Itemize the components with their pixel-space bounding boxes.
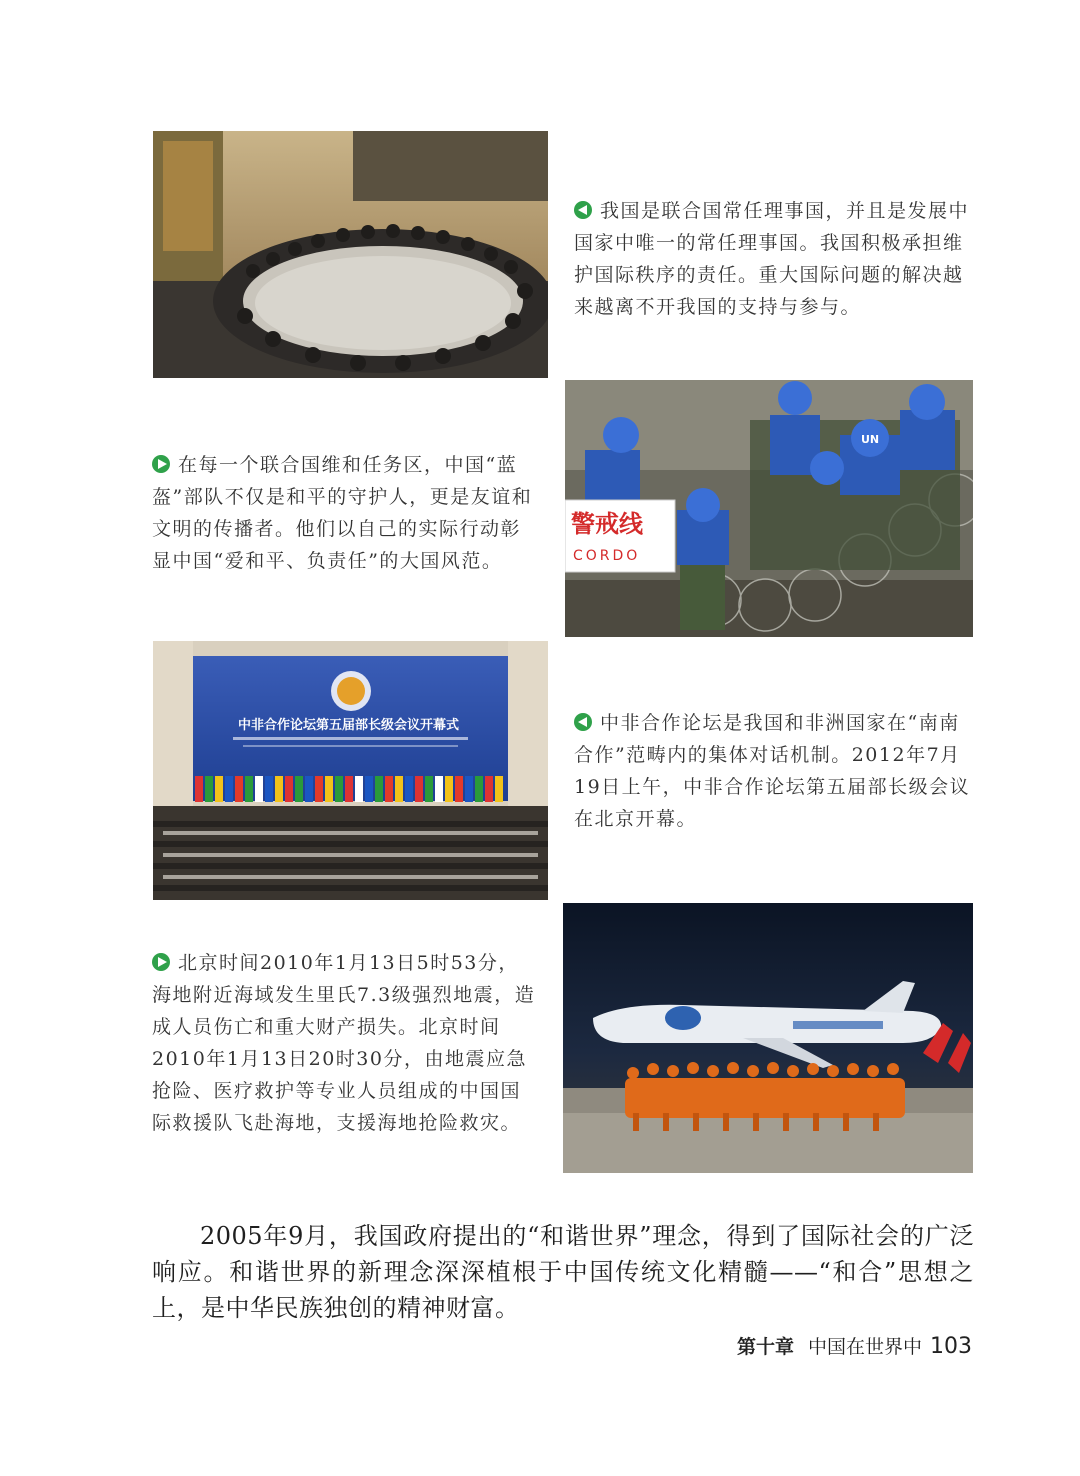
un-council-caption-text: 我国是联合国常任理事国，并且是发展中国家中唯一的常任理事国。我国积极承担维护国际秩序的责任。重大国际问题的解决越来越离不开我国的支持与参与。 (574, 200, 970, 318)
focac-photo (153, 641, 548, 900)
peacekeeping-caption (152, 449, 537, 577)
chapter-label: 第十章 (736, 1336, 794, 1358)
arrow-right-icon (152, 455, 170, 473)
arrow-left-icon (574, 713, 592, 731)
un-helmet-label: UN (861, 433, 880, 446)
peacekeepers-photo (565, 380, 973, 637)
haiti-caption (152, 947, 537, 1139)
arrow-right-icon (152, 953, 170, 971)
haiti-caption-text: 北京时间2010年1月13日5时53分，海地附近海域发生里氏7.3级强烈地震，造成人员伤亡和重大财产损失。北京时间2010年1月13日20时30分，由地震应急抢险、医疗救护等专业人员组成的中国国际救援队飞赴海地，支援海地抢险救灾。 (152, 952, 536, 1134)
focac-banner-text: 中非合作论坛第五届部长级会议开幕式 (238, 718, 460, 733)
page-number: 103 (930, 1334, 972, 1359)
arrow-left-icon (574, 201, 592, 219)
page-footer (737, 1332, 972, 1359)
cordon-sign-en: CORDO (573, 548, 641, 564)
rescue-team-photo (563, 903, 973, 1173)
cordon-sign-cn: 警戒线 (571, 510, 643, 538)
un-security-council-photo (153, 131, 548, 378)
focac-caption-text: 中非合作论坛是我国和非洲国家在“南南合作”范畴内的集体对话机制。2012年7月19日上午，中非合作论坛第五届部长级会议在北京开幕。 (574, 712, 971, 830)
chapter-title: 中国在世界中 (807, 1336, 922, 1358)
harmonious-world-paragraph: 2005年9月，我国政府提出的“和谐世界”理念，得到了国际社会的广泛响应。和谐世界的新理念深深植根于中国传统文化精髓——“和合”思想之上，是中华民族独创的精神财富。 (152, 1222, 974, 1322)
peacekeeping-caption-text: 在每一个联合国维和任务区，中国“蓝盔”部队不仅是和平的守护人，更是友谊和文明的传播者。他们以自己的实际行动彰显中国“爱和平、负责任”的大国风范。 (152, 454, 533, 572)
focac-caption (574, 707, 974, 835)
un-council-caption (574, 195, 974, 323)
